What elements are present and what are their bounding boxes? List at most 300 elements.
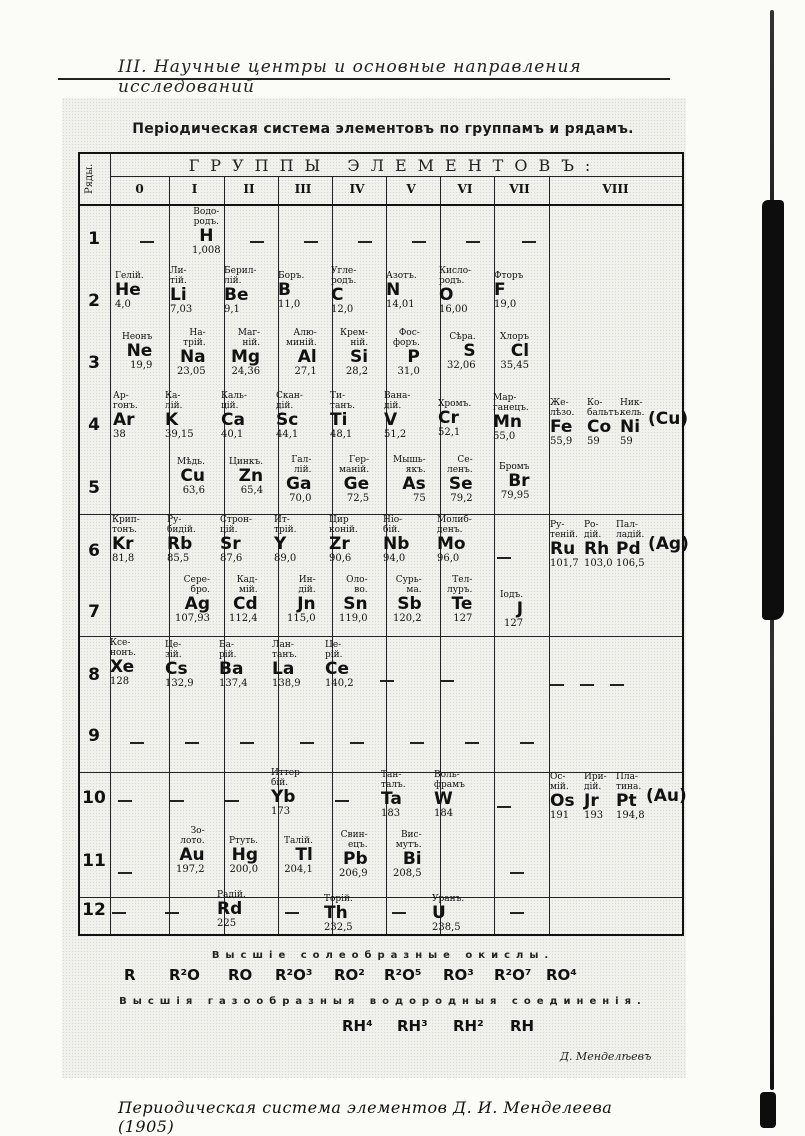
element-name: Се- ленъ. (447, 455, 473, 475)
empty-cell-dash (510, 912, 524, 914)
element-symbol: Pb (343, 849, 368, 869)
element-symbol: J (516, 599, 524, 619)
atomic-weight: 173 (271, 806, 291, 817)
element-name: Лан- танъ. (272, 640, 297, 660)
element-cell (229, 575, 258, 624)
atomic-weight: 75 (412, 493, 426, 504)
atomic-weight: 106,5 (616, 558, 645, 569)
element-cell (339, 455, 369, 504)
element-name: Фторъ (494, 271, 524, 281)
atomic-weight: 52,1 (438, 427, 461, 438)
element-symbol: N (386, 280, 401, 300)
element-cell (393, 328, 420, 377)
empty-cell-dash (497, 557, 511, 559)
element-name: Тел- луръ. (447, 575, 473, 595)
element-cell (393, 455, 426, 504)
atomic-weight: 44,1 (276, 429, 299, 440)
element-name: Ли- тій. (170, 266, 187, 286)
element-cell (437, 515, 472, 564)
element-symbol: (Au) (646, 786, 687, 806)
atomic-weight: 19,9 (130, 360, 153, 371)
element-name: Ка- лій. (165, 391, 183, 411)
empty-cell-dash (380, 680, 394, 682)
empty-cell-dash (304, 241, 318, 243)
hydrides-caption: Высшія газообразныя водородныя соединенія. (119, 996, 647, 1007)
element-name: Це- зій. (165, 640, 182, 660)
atomic-weight: 40,1 (221, 429, 244, 440)
element-symbol: Xe (110, 657, 135, 677)
atomic-weight: 24,36 (231, 366, 261, 377)
empty-cell-dash (300, 742, 314, 744)
atomic-weight: 138,9 (272, 678, 301, 689)
element-cell (220, 515, 252, 564)
atomic-weight: 65,4 (240, 485, 264, 496)
atomic-weight: 194,8 (616, 810, 645, 821)
empty-cell-dash (250, 241, 264, 243)
empty-cell-dash (440, 680, 454, 682)
element-cell (272, 640, 301, 689)
empty-cell-dash (392, 912, 406, 914)
element-cell (434, 770, 465, 819)
oxide-group-2: RO (228, 966, 253, 984)
row-12: 12 (82, 900, 106, 920)
element-name: Ар- гонъ. (113, 391, 138, 411)
element-name: Ба- рій. (219, 640, 237, 660)
element-name: Цинкъ. (229, 457, 264, 467)
empty-cell-dash (118, 800, 132, 802)
oxide-group-0: R (124, 966, 136, 984)
element-cell (432, 894, 464, 933)
element-name: Талій. (284, 836, 313, 846)
atomic-weight: 9,1 (224, 304, 240, 315)
element-symbol: Pd (616, 539, 641, 559)
element-symbol: Ti (330, 410, 348, 430)
element-cell (500, 590, 523, 629)
empty-cell-dash (170, 800, 184, 802)
element-name: Ніо- бій. (383, 515, 403, 535)
empty-cell-dash (520, 742, 534, 744)
atomic-weight: 94,0 (383, 553, 406, 564)
atomic-weight: 28,2 (345, 366, 369, 377)
element-cell (447, 455, 473, 504)
element-name: Мѣдь. (177, 457, 205, 467)
element-cell (325, 640, 354, 689)
hydride-group-4: RH⁴ (342, 1017, 373, 1035)
element-name: Строн- цій. (220, 515, 253, 535)
element-cell (447, 575, 472, 624)
element-name: Ро- дій. (584, 520, 602, 540)
element-cell (192, 207, 221, 256)
oxides-caption: Высшіе солеобразные окислы. (211, 950, 555, 961)
oxide-group-8: RO⁴ (546, 966, 577, 984)
element-name: Іодъ. (500, 590, 524, 600)
element-cell (112, 515, 140, 564)
atomic-weight: 70,0 (289, 493, 312, 504)
element-symbol: Jr (584, 791, 599, 811)
element-cell (550, 520, 579, 569)
element-name: Свин- ецъ. (340, 830, 368, 850)
element-cell (170, 266, 192, 315)
empty-cell-dash (466, 241, 480, 243)
empty-cell-dash (225, 800, 239, 802)
element-name: Ит- трій. (274, 515, 297, 535)
element-symbol: Fe (550, 417, 573, 437)
element-cell (393, 575, 422, 624)
empty-cell-dash (522, 241, 536, 243)
oxide-group-6: RO³ (443, 966, 474, 984)
element-cell (447, 332, 476, 371)
element-name: Кад- мій. (236, 575, 258, 595)
element-symbol: Te (451, 594, 473, 614)
element-cell (177, 457, 205, 496)
atomic-weight: 31,0 (397, 366, 420, 377)
element-cell (339, 575, 368, 624)
element-name: Вана- дій. (384, 391, 411, 411)
element-name: Гал- лій. (291, 455, 312, 475)
element-cell (110, 638, 136, 687)
atomic-weight: 89,0 (274, 553, 297, 564)
element-symbol: Mo (437, 534, 466, 554)
element-cell (165, 640, 194, 689)
atomic-weight: 238,5 (432, 922, 461, 933)
element-name: Ру- бидій. (167, 515, 196, 535)
element-cell (324, 894, 353, 933)
element-symbol: Ta (381, 789, 402, 809)
atomic-weight: 137,4 (219, 678, 248, 689)
element-cell (648, 535, 689, 554)
empty-cell-dash (335, 800, 349, 802)
atomic-weight: 112,4 (229, 613, 258, 624)
element-name: Сѣра. (449, 332, 476, 342)
element-symbol: Y (274, 534, 287, 554)
element-cell (176, 826, 205, 875)
hydride-group-6: RH² (453, 1017, 484, 1035)
element-symbol: Rh (584, 539, 610, 559)
atomic-weight: 96,0 (437, 553, 460, 564)
element-symbol: Ce (325, 659, 350, 679)
element-symbol: Sr (220, 534, 241, 554)
atomic-weight: 55,0 (493, 431, 516, 442)
element-name: Берил- лій. (224, 266, 257, 286)
element-symbol: Sn (343, 594, 368, 614)
element-name: Гер- маній. (339, 455, 370, 475)
element-symbol: Cl (510, 341, 530, 361)
element-symbol: Os (550, 791, 575, 811)
atomic-weight: 204,1 (284, 864, 313, 875)
element-cell (499, 462, 530, 501)
element-symbol: C (331, 285, 344, 305)
atomic-weight: 14,01 (386, 299, 415, 310)
atomic-weight: 132,9 (165, 678, 194, 689)
column-rule (110, 154, 111, 934)
atomic-weight: 81,8 (112, 553, 135, 564)
element-name: Неонъ (122, 332, 153, 342)
element-symbol: As (402, 474, 426, 494)
empty-cell-dash (165, 912, 179, 914)
element-name: Тан- талъ. (381, 770, 406, 790)
signature: Д. Менделѣевъ (560, 1050, 652, 1063)
element-name: Ири- дій. (584, 772, 607, 792)
element-cell (274, 515, 296, 564)
element-cell (550, 398, 574, 447)
element-cell (439, 266, 471, 315)
atomic-weight: 127 (453, 613, 473, 624)
element-cell (494, 271, 523, 310)
atomic-weight: 72,5 (346, 493, 370, 504)
element-symbol: Na (179, 347, 206, 367)
group-3: III (294, 182, 312, 196)
element-name: Воль- фрамъ (434, 770, 465, 790)
group-4: IV (349, 182, 365, 196)
element-symbol: Cu (180, 466, 205, 486)
element-name: Уранъ. (432, 894, 465, 904)
row-5: 5 (88, 478, 100, 498)
element-name: Гелій. (115, 271, 144, 281)
atomic-weight: 1,008 (192, 245, 221, 256)
scan-edge-blot (762, 200, 784, 620)
empty-cell-dash (358, 241, 372, 243)
element-name: Же- лѣзо. (550, 398, 575, 418)
element-name: Молиб- денъ. (437, 515, 472, 535)
element-symbol: Tl (295, 845, 313, 865)
figure-caption: Периодическая система элементов Д. И. Менделеева (1905) (118, 1098, 613, 1136)
element-cell (339, 830, 368, 879)
oxide-group-1: R²O (169, 966, 200, 984)
row-8: 8 (88, 665, 100, 685)
element-cell (340, 328, 368, 377)
group-2: II (243, 182, 255, 196)
element-cell (276, 391, 303, 440)
element-cell (500, 332, 529, 371)
oxide-group-4: RO² (334, 966, 365, 984)
atomic-weight: 32,06 (447, 360, 476, 371)
element-symbol: Bi (402, 849, 422, 869)
element-symbol: Ge (343, 474, 370, 494)
atomic-weight: 7,03 (170, 304, 193, 315)
atomic-weight: 59 (620, 436, 633, 447)
group-7: VII (509, 182, 530, 196)
atomic-weight: 184 (434, 808, 454, 819)
element-symbol: Rd (217, 899, 243, 919)
element-symbol: Hg (231, 845, 259, 865)
atomic-weight: 23,05 (177, 366, 206, 377)
atomic-weight: 183 (381, 808, 401, 819)
element-cell (177, 328, 206, 377)
element-cell (271, 768, 303, 817)
element-symbol: Zn (238, 466, 264, 486)
atomic-weight: 191 (550, 810, 570, 821)
element-name: Угле- родъ. (331, 266, 357, 286)
element-symbol: Jn (297, 594, 316, 614)
element-name: Пал- ладій. (616, 520, 645, 540)
element-name: Цир коній. (329, 515, 358, 535)
element-symbol: Ni (620, 417, 641, 437)
element-symbol: Cr (438, 408, 459, 428)
element-name: Ксе- нонъ. (110, 638, 137, 658)
empty-cell-dash (610, 684, 624, 686)
element-name: Вис- мутъ. (395, 830, 422, 850)
element-symbol: F (494, 280, 506, 300)
atomic-weight: 63,6 (182, 485, 205, 496)
element-symbol: Kr (112, 534, 134, 554)
atomic-weight: 27,1 (294, 366, 317, 377)
element-cell (616, 520, 645, 569)
empty-cell-dash (412, 241, 426, 243)
element-cell (167, 515, 196, 564)
row-3: 3 (88, 353, 100, 373)
element-name: Алю- миній. (286, 328, 317, 348)
empty-cell-dash (410, 742, 424, 744)
element-symbol: Sb (397, 594, 422, 614)
element-name: Каль- цій. (221, 391, 247, 411)
element-symbol: Ga (286, 474, 312, 494)
element-cell (620, 398, 644, 447)
element-name: Сурь- ма. (395, 575, 422, 595)
element-cell (330, 391, 355, 440)
hydride-group-5: RH³ (397, 1017, 428, 1035)
element-symbol: Pt (616, 791, 637, 811)
table-title: Періодическая система элементовъ по группамъ и рядамъ. (132, 121, 634, 137)
element-cell (616, 772, 645, 821)
row-9: 9 (88, 726, 100, 746)
empty-cell-dash (497, 806, 511, 808)
element-symbol: Se (448, 474, 473, 494)
element-name: Азотъ. (386, 271, 417, 281)
element-name: Ко- бальтъ. (587, 398, 622, 418)
element-cell (231, 328, 260, 377)
element-cell (550, 772, 575, 821)
atomic-weight: 38 (113, 429, 126, 440)
atomic-weight: 39,15 (165, 429, 194, 440)
element-cell (493, 393, 529, 442)
element-symbol: Rb (167, 534, 193, 554)
element-name: Сере- бро. (183, 575, 210, 595)
element-cell (438, 399, 471, 438)
element-cell (384, 391, 410, 440)
atomic-weight: 16,00 (439, 304, 468, 315)
oxide-group-7: R²O⁷ (494, 966, 532, 984)
atomic-weight: 103,0 (584, 558, 613, 569)
header-rule (58, 78, 670, 80)
element-name: Хлоръ (500, 332, 530, 342)
element-name: Водо- родъ. (193, 207, 220, 227)
element-name: Фос- форъ. (393, 328, 420, 348)
element-cell (278, 271, 304, 310)
atomic-weight: 51,2 (384, 429, 407, 440)
element-symbol: W (434, 789, 453, 809)
atomic-weight: 127 (504, 618, 524, 629)
empty-cell-dash (550, 684, 564, 686)
row-7: 7 (88, 602, 100, 622)
empty-cell-dash (140, 241, 154, 243)
element-cell (219, 640, 248, 689)
element-cell (284, 836, 313, 875)
element-name: Иттер- бій. (271, 768, 303, 788)
element-symbol: La (272, 659, 295, 679)
element-symbol: Ag (184, 594, 210, 614)
element-cell (286, 328, 317, 377)
group-0: 0 (135, 182, 144, 196)
element-cell (331, 266, 356, 315)
row-1: 1 (88, 229, 100, 249)
element-name: Хромъ. (438, 399, 472, 409)
element-name: Мар- ганецъ. (493, 393, 529, 413)
element-cell (584, 772, 607, 821)
atomic-weight: 19,0 (494, 299, 517, 310)
scan-edge-blot-bottom (760, 1092, 776, 1128)
element-symbol: He (115, 280, 141, 300)
row-rule (110, 176, 682, 177)
element-cell (646, 787, 687, 806)
element-cell (587, 398, 622, 447)
element-symbol: Br (508, 471, 530, 491)
element-name: Маг- ній. (237, 328, 261, 348)
empty-cell-dash (112, 912, 126, 914)
group-1: I (191, 182, 198, 196)
element-name: Боръ. (278, 271, 305, 281)
atomic-weight: 208,5 (393, 868, 422, 879)
element-symbol: H (199, 226, 214, 246)
element-name: Кисло- родъ. (439, 266, 472, 286)
element-name: Ти- танъ. (330, 391, 355, 411)
element-cell (224, 266, 256, 315)
element-symbol: P (407, 347, 420, 367)
empty-cell-dash (130, 742, 144, 744)
empty-cell-dash (510, 872, 524, 874)
element-cell (115, 271, 144, 310)
element-cell (217, 890, 246, 929)
element-name: Зо- лото. (180, 826, 205, 846)
element-name: Пла- тина. (616, 772, 642, 792)
group-8: VIII (602, 182, 629, 196)
atomic-weight: 200,0 (229, 864, 259, 875)
element-cell (175, 575, 210, 624)
atomic-weight: 79,2 (450, 493, 473, 504)
group-5: V (406, 182, 416, 196)
atomic-weight: 85,5 (167, 553, 190, 564)
empty-cell-dash (285, 912, 299, 914)
atomic-weight: 87,6 (220, 553, 243, 564)
element-symbol: Cd (232, 594, 258, 614)
element-symbol: (Ag) (648, 534, 689, 554)
empty-cell-dash (185, 742, 199, 744)
element-name: Крип- тонъ. (112, 515, 140, 535)
atomic-weight: 59 (587, 436, 600, 447)
element-symbol: V (384, 410, 398, 430)
element-name: На- трій. (183, 328, 206, 348)
element-name: Торій. (324, 894, 353, 904)
atomic-weight: 197,2 (176, 864, 205, 875)
element-symbol: Be (224, 285, 249, 305)
element-cell (221, 391, 247, 440)
empty-cell-dash (240, 742, 254, 744)
empty-cell-dash (465, 742, 479, 744)
element-name: Ртуть. (229, 836, 259, 846)
groups-label: ГРУППЫ ЭЛЕМЕНТОВЪ: (188, 156, 602, 175)
element-cell (381, 770, 406, 819)
element-symbol: K (165, 410, 179, 430)
element-symbol: Co (587, 417, 612, 437)
atomic-weight: 55,9 (550, 436, 573, 447)
element-symbol: Th (324, 903, 348, 923)
element-symbol: S (463, 341, 476, 361)
element-symbol: Ar (113, 410, 135, 430)
element-name: Ин- дій. (298, 575, 316, 595)
row-2: 2 (88, 291, 100, 311)
rows-label: Ряды. (84, 163, 95, 194)
element-symbol: Ru (550, 539, 576, 559)
atomic-weight: 193 (584, 810, 604, 821)
